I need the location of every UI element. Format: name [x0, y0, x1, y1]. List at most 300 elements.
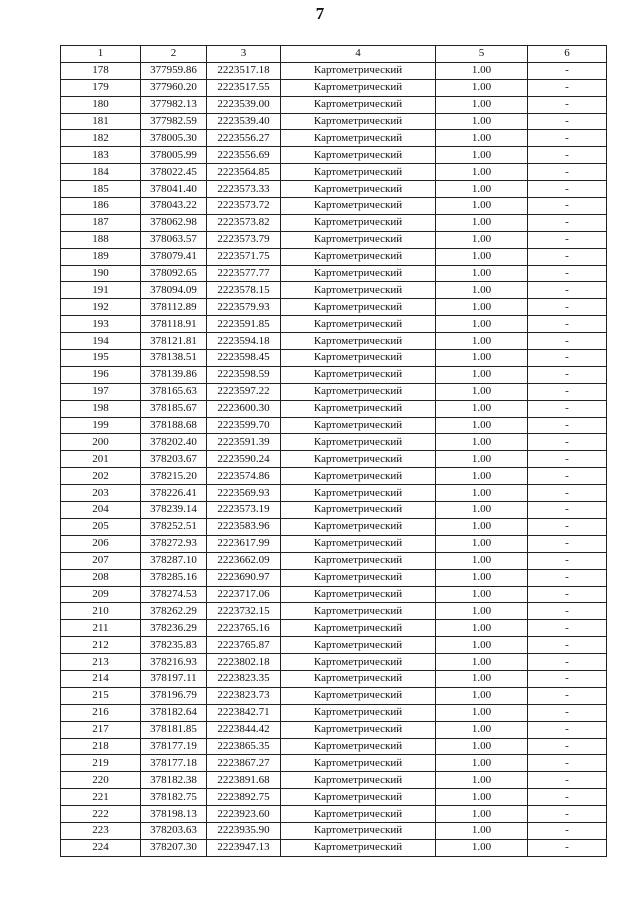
table-row — [61, 164, 607, 181]
description-cell: - — [528, 62, 607, 79]
accuracy-cell: 1.00 — [436, 738, 528, 755]
method-cell: Картометрический — [281, 214, 436, 231]
accuracy-cell: 1.00 — [436, 130, 528, 147]
y-coordinate-cell: 2223823.35 — [207, 670, 281, 687]
accuracy-cell: 1.00 — [436, 231, 528, 248]
table-row — [61, 350, 607, 367]
accuracy-cell: 1.00 — [436, 282, 528, 299]
y-coordinate-cell: 2223556.69 — [207, 147, 281, 164]
description-cell: - — [528, 231, 607, 248]
x-coordinate-cell: 377960.20 — [141, 79, 207, 96]
table-row — [61, 670, 607, 687]
y-coordinate-cell: 2223717.06 — [207, 586, 281, 603]
description-cell: - — [528, 113, 607, 130]
method-cell: Картометрический — [281, 79, 436, 96]
description-cell: - — [528, 839, 607, 856]
point-number-cell: 224 — [61, 839, 141, 856]
method-cell: Картометрический — [281, 181, 436, 198]
method-cell: Картометрический — [281, 738, 436, 755]
method-cell: Картометрический — [281, 586, 436, 603]
table-row — [61, 569, 607, 586]
x-coordinate-cell: 378262.29 — [141, 603, 207, 620]
accuracy-cell: 1.00 — [436, 535, 528, 552]
point-number-cell: 196 — [61, 366, 141, 383]
description-cell: - — [528, 400, 607, 417]
point-number-cell: 188 — [61, 231, 141, 248]
description-cell: - — [528, 383, 607, 400]
accuracy-cell: 1.00 — [436, 586, 528, 603]
method-cell: Картометрический — [281, 704, 436, 721]
table-row — [61, 789, 607, 806]
method-cell: Картометрический — [281, 417, 436, 434]
x-coordinate-cell: 378177.18 — [141, 755, 207, 772]
y-coordinate-cell: 2223662.09 — [207, 552, 281, 569]
accuracy-cell: 1.00 — [436, 772, 528, 789]
description-cell: - — [528, 654, 607, 671]
table-header-row — [61, 46, 607, 63]
y-coordinate-cell: 2223591.85 — [207, 316, 281, 333]
point-number-cell: 181 — [61, 113, 141, 130]
column-header: 2 — [141, 46, 207, 63]
point-number-cell: 214 — [61, 670, 141, 687]
table-row — [61, 265, 607, 282]
x-coordinate-cell: 378165.63 — [141, 383, 207, 400]
description-cell: - — [528, 434, 607, 451]
x-coordinate-cell: 378079.41 — [141, 248, 207, 265]
method-cell: Картометрический — [281, 147, 436, 164]
description-cell: - — [528, 181, 607, 198]
method-cell: Картометрический — [281, 518, 436, 535]
method-cell: Картометрический — [281, 620, 436, 637]
point-number-cell: 193 — [61, 316, 141, 333]
accuracy-cell: 1.00 — [436, 366, 528, 383]
description-cell: - — [528, 333, 607, 350]
table-row — [61, 518, 607, 535]
method-cell: Картометрический — [281, 316, 436, 333]
table-row — [61, 316, 607, 333]
point-number-cell: 220 — [61, 772, 141, 789]
method-cell: Картометрический — [281, 400, 436, 417]
x-coordinate-cell: 378203.63 — [141, 822, 207, 839]
point-number-cell: 194 — [61, 333, 141, 350]
x-coordinate-cell: 378236.29 — [141, 620, 207, 637]
description-cell: - — [528, 198, 607, 215]
table-row — [61, 299, 607, 316]
column-header: 4 — [281, 46, 436, 63]
description-cell: - — [528, 417, 607, 434]
y-coordinate-cell: 2223891.68 — [207, 772, 281, 789]
accuracy-cell: 1.00 — [436, 333, 528, 350]
table-row — [61, 738, 607, 755]
accuracy-cell: 1.00 — [436, 113, 528, 130]
y-coordinate-cell: 2223573.82 — [207, 214, 281, 231]
table-row — [61, 552, 607, 569]
x-coordinate-cell: 378041.40 — [141, 181, 207, 198]
y-coordinate-cell: 2223574.86 — [207, 468, 281, 485]
x-coordinate-cell: 378215.20 — [141, 468, 207, 485]
point-number-cell: 223 — [61, 822, 141, 839]
accuracy-cell: 1.00 — [436, 822, 528, 839]
table-row — [61, 704, 607, 721]
y-coordinate-cell: 2223569.93 — [207, 485, 281, 502]
x-coordinate-cell: 378177.19 — [141, 738, 207, 755]
table-row — [61, 79, 607, 96]
accuracy-cell: 1.00 — [436, 299, 528, 316]
point-number-cell: 222 — [61, 806, 141, 823]
y-coordinate-cell: 2223573.79 — [207, 231, 281, 248]
description-cell: - — [528, 502, 607, 519]
accuracy-cell: 1.00 — [436, 62, 528, 79]
y-coordinate-cell: 2223844.42 — [207, 721, 281, 738]
description-cell: - — [528, 79, 607, 96]
description-cell: - — [528, 569, 607, 586]
method-cell: Картометрический — [281, 502, 436, 519]
point-number-cell: 197 — [61, 383, 141, 400]
y-coordinate-cell: 2223539.00 — [207, 96, 281, 113]
table-row — [61, 637, 607, 654]
point-number-cell: 215 — [61, 687, 141, 704]
point-number-cell: 208 — [61, 569, 141, 586]
y-coordinate-cell: 2223591.39 — [207, 434, 281, 451]
description-cell: - — [528, 620, 607, 637]
point-number-cell: 209 — [61, 586, 141, 603]
point-number-cell: 178 — [61, 62, 141, 79]
description-cell: - — [528, 451, 607, 468]
method-cell: Картометрический — [281, 265, 436, 282]
table-row — [61, 96, 607, 113]
description-cell: - — [528, 704, 607, 721]
point-number-cell: 210 — [61, 603, 141, 620]
table-body — [61, 62, 607, 856]
description-cell: - — [528, 822, 607, 839]
x-coordinate-cell: 377982.59 — [141, 113, 207, 130]
x-coordinate-cell: 378118.91 — [141, 316, 207, 333]
method-cell: Картометрический — [281, 552, 436, 569]
accuracy-cell: 1.00 — [436, 839, 528, 856]
description-cell: - — [528, 130, 607, 147]
y-coordinate-cell: 2223823.73 — [207, 687, 281, 704]
point-number-cell: 190 — [61, 265, 141, 282]
table-row — [61, 282, 607, 299]
accuracy-cell: 1.00 — [436, 214, 528, 231]
table-row — [61, 822, 607, 839]
point-number-cell: 207 — [61, 552, 141, 569]
accuracy-cell: 1.00 — [436, 181, 528, 198]
y-coordinate-cell: 2223583.96 — [207, 518, 281, 535]
method-cell: Картометрический — [281, 434, 436, 451]
method-cell: Картометрический — [281, 164, 436, 181]
accuracy-cell: 1.00 — [436, 569, 528, 586]
table-row — [61, 755, 607, 772]
accuracy-cell: 1.00 — [436, 721, 528, 738]
x-coordinate-cell: 377982.13 — [141, 96, 207, 113]
page-number: 7 — [315, 4, 325, 23]
description-cell: - — [528, 299, 607, 316]
table-row — [61, 468, 607, 485]
accuracy-cell: 1.00 — [436, 79, 528, 96]
method-cell: Картометрический — [281, 839, 436, 856]
table-row — [61, 434, 607, 451]
y-coordinate-cell: 2223590.24 — [207, 451, 281, 468]
table-row — [61, 839, 607, 856]
x-coordinate-cell: 378139.86 — [141, 366, 207, 383]
x-coordinate-cell: 378185.67 — [141, 400, 207, 417]
y-coordinate-cell: 2223517.18 — [207, 62, 281, 79]
x-coordinate-cell: 378005.30 — [141, 130, 207, 147]
y-coordinate-cell: 2223600.30 — [207, 400, 281, 417]
point-number-cell: 198 — [61, 400, 141, 417]
point-number-cell: 179 — [61, 79, 141, 96]
y-coordinate-cell: 2223597.22 — [207, 383, 281, 400]
x-coordinate-cell: 378235.83 — [141, 637, 207, 654]
table-row — [61, 620, 607, 637]
x-coordinate-cell: 378022.45 — [141, 164, 207, 181]
point-number-cell: 204 — [61, 502, 141, 519]
table-row — [61, 586, 607, 603]
point-number-cell: 218 — [61, 738, 141, 755]
method-cell: Картометрический — [281, 299, 436, 316]
x-coordinate-cell: 378197.11 — [141, 670, 207, 687]
column-header: 3 — [207, 46, 281, 63]
table-row — [61, 417, 607, 434]
accuracy-cell: 1.00 — [436, 96, 528, 113]
y-coordinate-cell: 2223892.75 — [207, 789, 281, 806]
description-cell: - — [528, 772, 607, 789]
y-coordinate-cell: 2223867.27 — [207, 755, 281, 772]
y-coordinate-cell: 2223690.97 — [207, 569, 281, 586]
method-cell: Картометрический — [281, 822, 436, 839]
accuracy-cell: 1.00 — [436, 451, 528, 468]
x-coordinate-cell: 378274.53 — [141, 586, 207, 603]
x-coordinate-cell: 378181.85 — [141, 721, 207, 738]
method-cell: Картометрический — [281, 535, 436, 552]
column-header: 5 — [436, 46, 528, 63]
y-coordinate-cell: 2223578.15 — [207, 282, 281, 299]
accuracy-cell: 1.00 — [436, 502, 528, 519]
point-number-cell: 185 — [61, 181, 141, 198]
table-row — [61, 721, 607, 738]
y-coordinate-cell: 2223594.18 — [207, 333, 281, 350]
description-cell: - — [528, 164, 607, 181]
point-number-cell: 221 — [61, 789, 141, 806]
description-cell: - — [528, 316, 607, 333]
x-coordinate-cell: 378182.64 — [141, 704, 207, 721]
y-coordinate-cell: 2223865.35 — [207, 738, 281, 755]
description-cell: - — [528, 265, 607, 282]
description-cell: - — [528, 586, 607, 603]
point-number-cell: 192 — [61, 299, 141, 316]
table-row — [61, 535, 607, 552]
method-cell: Картометрический — [281, 62, 436, 79]
x-coordinate-cell: 378203.67 — [141, 451, 207, 468]
point-number-cell: 186 — [61, 198, 141, 215]
point-number-cell: 206 — [61, 535, 141, 552]
table-row — [61, 654, 607, 671]
point-number-cell: 202 — [61, 468, 141, 485]
accuracy-cell: 1.00 — [436, 468, 528, 485]
x-coordinate-cell: 378287.10 — [141, 552, 207, 569]
accuracy-cell: 1.00 — [436, 518, 528, 535]
description-cell: - — [528, 552, 607, 569]
method-cell: Картометрический — [281, 687, 436, 704]
y-coordinate-cell: 2223947.13 — [207, 839, 281, 856]
method-cell: Картометрический — [281, 451, 436, 468]
y-coordinate-cell: 2223923.60 — [207, 806, 281, 823]
x-coordinate-cell: 378121.81 — [141, 333, 207, 350]
x-coordinate-cell: 378202.40 — [141, 434, 207, 451]
column-header: 6 — [528, 46, 607, 63]
table-row — [61, 366, 607, 383]
y-coordinate-cell: 2223573.19 — [207, 502, 281, 519]
accuracy-cell: 1.00 — [436, 417, 528, 434]
method-cell: Картометрический — [281, 670, 436, 687]
point-number-cell: 195 — [61, 350, 141, 367]
point-number-cell: 187 — [61, 214, 141, 231]
y-coordinate-cell: 2223539.40 — [207, 113, 281, 130]
table-row — [61, 687, 607, 704]
description-cell: - — [528, 96, 607, 113]
x-coordinate-cell: 378196.79 — [141, 687, 207, 704]
table-row — [61, 502, 607, 519]
accuracy-cell: 1.00 — [436, 552, 528, 569]
accuracy-cell: 1.00 — [436, 383, 528, 400]
x-coordinate-cell: 378198.13 — [141, 806, 207, 823]
y-coordinate-cell: 2223842.71 — [207, 704, 281, 721]
table-row — [61, 113, 607, 130]
y-coordinate-cell: 2223935.90 — [207, 822, 281, 839]
x-coordinate-cell: 378188.68 — [141, 417, 207, 434]
x-coordinate-cell: 378062.98 — [141, 214, 207, 231]
x-coordinate-cell: 378285.16 — [141, 569, 207, 586]
description-cell: - — [528, 535, 607, 552]
x-coordinate-cell: 378112.89 — [141, 299, 207, 316]
method-cell: Картометрический — [281, 789, 436, 806]
x-coordinate-cell: 378063.57 — [141, 231, 207, 248]
point-number-cell: 212 — [61, 637, 141, 654]
accuracy-cell: 1.00 — [436, 687, 528, 704]
method-cell: Картометрический — [281, 485, 436, 502]
y-coordinate-cell: 2223579.93 — [207, 299, 281, 316]
point-number-cell: 189 — [61, 248, 141, 265]
accuracy-cell: 1.00 — [436, 620, 528, 637]
point-number-cell: 184 — [61, 164, 141, 181]
accuracy-cell: 1.00 — [436, 485, 528, 502]
y-coordinate-cell: 2223571.75 — [207, 248, 281, 265]
method-cell: Картометрический — [281, 721, 436, 738]
description-cell: - — [528, 518, 607, 535]
x-coordinate-cell: 378005.99 — [141, 147, 207, 164]
y-coordinate-cell: 2223765.87 — [207, 637, 281, 654]
table-row — [61, 485, 607, 502]
method-cell: Картометрический — [281, 637, 436, 654]
accuracy-cell: 1.00 — [436, 198, 528, 215]
method-cell: Картометрический — [281, 248, 436, 265]
table-row — [61, 451, 607, 468]
method-cell: Картометрический — [281, 569, 436, 586]
description-cell: - — [528, 603, 607, 620]
method-cell: Картометрический — [281, 113, 436, 130]
description-cell: - — [528, 637, 607, 654]
description-cell: - — [528, 147, 607, 164]
accuracy-cell: 1.00 — [436, 400, 528, 417]
description-cell: - — [528, 214, 607, 231]
x-coordinate-cell: 378043.22 — [141, 198, 207, 215]
coordinates-table — [60, 45, 607, 857]
description-cell: - — [528, 366, 607, 383]
description-cell: - — [528, 248, 607, 265]
accuracy-cell: 1.00 — [436, 704, 528, 721]
y-coordinate-cell: 2223598.45 — [207, 350, 281, 367]
x-coordinate-cell: 378272.93 — [141, 535, 207, 552]
table-row — [61, 400, 607, 417]
method-cell: Картометрический — [281, 366, 436, 383]
method-cell: Картометрический — [281, 130, 436, 147]
x-coordinate-cell: 378216.93 — [141, 654, 207, 671]
point-number-cell: 191 — [61, 282, 141, 299]
table-row — [61, 333, 607, 350]
x-coordinate-cell: 378092.65 — [141, 265, 207, 282]
accuracy-cell: 1.00 — [436, 164, 528, 181]
table-row — [61, 130, 607, 147]
y-coordinate-cell: 2223599.70 — [207, 417, 281, 434]
table-row — [61, 198, 607, 215]
accuracy-cell: 1.00 — [436, 316, 528, 333]
y-coordinate-cell: 2223564.85 — [207, 164, 281, 181]
method-cell: Картометрический — [281, 198, 436, 215]
table-row — [61, 603, 607, 620]
accuracy-cell: 1.00 — [436, 147, 528, 164]
description-cell: - — [528, 721, 607, 738]
point-number-cell: 205 — [61, 518, 141, 535]
method-cell: Картометрический — [281, 96, 436, 113]
point-number-cell: 201 — [61, 451, 141, 468]
point-number-cell: 180 — [61, 96, 141, 113]
method-cell: Картометрический — [281, 383, 436, 400]
y-coordinate-cell: 2223577.77 — [207, 265, 281, 282]
accuracy-cell: 1.00 — [436, 755, 528, 772]
accuracy-cell: 1.00 — [436, 670, 528, 687]
x-coordinate-cell: 377959.86 — [141, 62, 207, 79]
method-cell: Картометрический — [281, 806, 436, 823]
accuracy-cell: 1.00 — [436, 350, 528, 367]
point-number-cell: 183 — [61, 147, 141, 164]
y-coordinate-cell: 2223573.33 — [207, 181, 281, 198]
point-number-cell: 199 — [61, 417, 141, 434]
method-cell: Картометрический — [281, 603, 436, 620]
description-cell: - — [528, 806, 607, 823]
point-number-cell: 216 — [61, 704, 141, 721]
method-cell: Картометрический — [281, 333, 436, 350]
point-number-cell: 203 — [61, 485, 141, 502]
x-coordinate-cell: 378182.38 — [141, 772, 207, 789]
accuracy-cell: 1.00 — [436, 654, 528, 671]
table-row — [61, 248, 607, 265]
method-cell: Картометрический — [281, 468, 436, 485]
accuracy-cell: 1.00 — [436, 434, 528, 451]
point-number-cell: 219 — [61, 755, 141, 772]
x-coordinate-cell: 378226.41 — [141, 485, 207, 502]
y-coordinate-cell: 2223598.59 — [207, 366, 281, 383]
method-cell: Картометрический — [281, 755, 436, 772]
table-row — [61, 181, 607, 198]
table-row — [61, 806, 607, 823]
table-row — [61, 214, 607, 231]
point-number-cell: 200 — [61, 434, 141, 451]
table-row — [61, 231, 607, 248]
description-cell: - — [528, 282, 607, 299]
point-number-cell: 211 — [61, 620, 141, 637]
description-cell: - — [528, 670, 607, 687]
